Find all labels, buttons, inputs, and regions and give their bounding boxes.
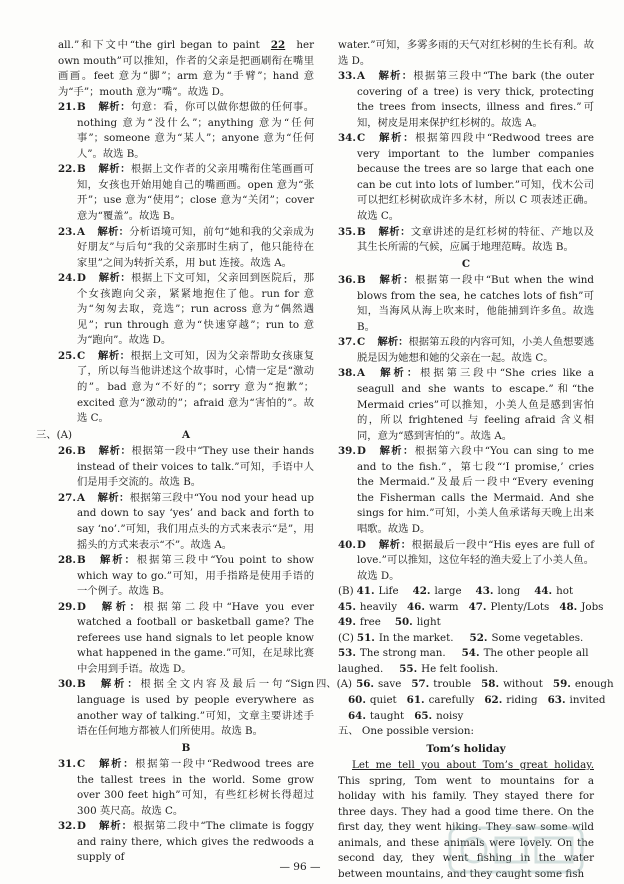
question-number: 62. — [484, 693, 503, 706]
answer-letter: B — [77, 101, 86, 114]
question-number: 40. — [338, 538, 356, 551]
answers-c — [338, 631, 594, 678]
answer-word: hot — [556, 585, 574, 598]
answer-letter: A — [357, 70, 365, 83]
answer-explanation: 根据最后一段中“His eyes are full of love.”可以推知，这位年轻的渔夫爱上了小美人鱼。故选 D。 — [357, 538, 595, 582]
right-column — [316, 38, 614, 883]
answer-row — [338, 709, 594, 725]
answer-letter: D — [77, 600, 86, 613]
answer-entry: (B) 41. Life — [338, 585, 399, 598]
answer-letter: D — [357, 538, 366, 551]
answer-row: 四、(A) 56. save 57. trouble 58. without 59. enough — [316, 678, 614, 691]
answer-item — [58, 491, 314, 553]
section-3-label: 三、(A) — [36, 428, 73, 441]
question-number: 52. — [469, 631, 488, 644]
answer-word: Some vegetables. — [491, 631, 584, 644]
question-number: 21. — [58, 101, 76, 114]
answer-letter: D — [357, 445, 366, 458]
answer-entry — [338, 601, 397, 613]
analysis-label: 解析： — [98, 101, 131, 114]
answer-word: free — [359, 616, 381, 629]
answer-word: riding — [506, 693, 538, 706]
answer-item — [58, 349, 314, 427]
section-c-header: C — [461, 257, 471, 270]
answer-letter: B — [77, 554, 86, 567]
analysis-label: 解析： — [98, 600, 144, 613]
question-number: 32. — [58, 820, 76, 833]
answer-explanation: 根据全文内容及最后一句“Sign language is used by people everywhere as another way of talking.”可知，文章主要讲述手语在任何地方都被人们所使用。故选 B。 — [77, 678, 314, 738]
question-number: 24. — [58, 272, 76, 285]
answer-entry — [407, 694, 475, 706]
question-number: 26. — [58, 445, 76, 458]
answer-letter: C — [357, 132, 366, 145]
answer-item — [58, 553, 314, 600]
answer-entry — [484, 694, 537, 706]
answer-entry — [407, 601, 459, 613]
answer-letter: B — [77, 445, 86, 458]
answer-explanation: 根据第四段中“Redwood trees are very important to the lumber companies because the trees are so large that each one can be cut into lots of lumber.”可知，伐木公司可以把红杉树砍成许多木材，所以 C 项表述正确。故选 C。 — [357, 132, 594, 223]
answer-item — [58, 162, 314, 224]
question-number: 22. — [58, 163, 76, 176]
answer-letter: B — [77, 163, 86, 176]
question-number: 25. — [58, 349, 76, 362]
answer-letter: A — [77, 225, 85, 238]
question-number: 35. — [338, 225, 356, 238]
answer-entry — [411, 678, 471, 690]
answer-entry — [469, 601, 550, 613]
analysis-label: 解析： — [98, 272, 132, 285]
answer-entry — [470, 632, 584, 644]
question-number: 48. — [559, 600, 578, 613]
analysis-label: 解析： — [98, 554, 137, 567]
answer-item — [58, 819, 314, 866]
question-number: 56. — [356, 678, 374, 691]
answer-word: He felt foolish. — [421, 662, 499, 675]
question-number: 65. — [414, 709, 433, 722]
answer-word: taught — [369, 709, 405, 722]
continued-answer-20: all.”和下文中“the girl began to paint 22 her own mouth”可以推知，作者的父亲是把画刷衔在嘴里画画。feet 意为“脚”；arm 意为“手臂”；hand 意为“手”；mouth 意为“嘴”。故选 D。 — [58, 39, 314, 98]
question-number: 63. — [547, 693, 566, 706]
answer-row — [338, 600, 604, 616]
answer-explanation: 句意：看，你可以做你想做的任何事。nothing 意为“没什么”；anything 意为“任何事”；someone 意为“某人”；anyone 意为“任何人”。故选 B。 — [77, 101, 315, 160]
answer-word: trouble — [433, 678, 472, 691]
answer-letter: D — [77, 272, 86, 285]
answer-word: carefully — [428, 693, 475, 706]
answer-letter: B — [357, 225, 366, 238]
question-number: 31. — [58, 758, 76, 771]
answer-word: Plenty/Lots — [490, 600, 550, 613]
analysis-label: 解析： — [377, 70, 414, 83]
blank-number: 22 — [270, 39, 286, 51]
answer-word: light — [416, 616, 441, 629]
answer-explanation: 根据第三段中“You point to show which way to go.”可知，用手指路是使用手语的一个例子。故选 B。 — [77, 554, 314, 598]
essay-paragraph: Let me tell you about Tom’s great holiday. This spring, Tom went to mountains for a holiday with his family. They stayed there for three days. They had a good time there. On the first day, they went hiking. They saw some wild animals, and these animals were lovely. On the second day, they went fishing in the water between mountains, and they caught some fish — [338, 759, 594, 880]
question-number: 53. — [338, 647, 356, 660]
analysis-label: 解析： — [97, 491, 130, 504]
analysis-label: 解析： — [377, 336, 409, 349]
answers-31-32 — [58, 757, 314, 866]
answer-word: The other people all — [483, 647, 589, 660]
answer-explanation: 根据第一段中“Redwood trees are the tallest trees in the world. Some grow over 300 feet high”可知，有些红杉树长得超过 300 英尺高。故选 C。 — [77, 758, 314, 817]
analysis-label: 解析： — [98, 678, 141, 691]
analysis-label: 解析： — [378, 274, 415, 287]
section-5-header: 五、 One possible version: — [338, 725, 474, 738]
question-number: 57. — [411, 678, 430, 691]
answer-word: enough — [574, 678, 614, 691]
left-column — [36, 38, 315, 866]
answer-word: large — [434, 585, 462, 598]
answer-entry: (C) 51. In the market. — [338, 631, 454, 644]
answer-explanation: 根据第二段中“Have you ever watched a football or basketball game? The referees use hand signals to let people know what happened in the game.”可知，在足球比赛中会用到手语。故选 D。 — [77, 600, 315, 675]
question-number: 64. — [348, 709, 366, 722]
answer-letter: C — [357, 336, 366, 349]
question-number: 27. — [58, 491, 76, 504]
question-number: 29. — [58, 600, 76, 613]
answer-item — [58, 600, 314, 678]
answer-letter: B — [77, 678, 86, 691]
question-number: 59. — [552, 678, 571, 691]
page-number: — 96 — — [279, 861, 321, 873]
question-number: 60. — [348, 693, 366, 706]
answer-explanation: 根据第六段中“You can sing to me and to the fish.”，第七段“‘I promise,’ cries the Mermaid.”及最后一段中“Every evening the Fisherman calls the Mermaid. And she sings for him.”可知，小美人鱼承诺每天晚上出来唱歌。故选 D。 — [357, 445, 594, 535]
question-number: 61. — [406, 693, 425, 706]
answer-entry — [476, 585, 521, 597]
question-number: 44. — [534, 585, 553, 598]
analysis-label: 解析： — [378, 225, 411, 238]
answer-row — [338, 646, 594, 662]
question-number: 43. — [475, 585, 494, 598]
question-number: 23. — [58, 225, 76, 238]
analysis-label: 解析： — [378, 445, 415, 458]
answer-item — [338, 69, 594, 131]
section-b-header: B — [181, 741, 191, 754]
question-number: 30. — [58, 678, 76, 691]
answer-explanation: 根据上下文可知，父亲回到医院后，那个女孩跑向父亲，紧紧地抱住了他。run for 意为“匆匆去取，竞选”；run across 意为“偶然遇见”；run through 意为“快速穿越”；run to 意为“跑向”。故选 D。 — [77, 272, 315, 347]
essay-topic-sentence: Let me tell you about Tom’s great holiday. — [352, 759, 594, 772]
analysis-label: 解析： — [98, 820, 133, 833]
question-number: 51. — [356, 631, 375, 644]
analysis-label: 解析： — [377, 367, 421, 380]
watermark-logo — [446, 824, 586, 876]
answer-item — [338, 366, 594, 444]
answer-explanation: 根据第一段中“They use their hands instead of their voices to talk.”可知，手语中人们是用手交流的。故选 B。 — [77, 445, 315, 489]
answer-row: laughed. 55. He felt foolish. — [338, 662, 499, 675]
answer-word: long — [497, 585, 521, 598]
answer-entry — [395, 616, 441, 628]
answer-word: Jobs — [581, 600, 604, 613]
question-number: 50. — [394, 616, 413, 629]
answer-word: warm — [428, 600, 459, 613]
analysis-label: 解析： — [97, 758, 136, 771]
answer-word: Life — [378, 585, 399, 598]
answer-explanation: 文章讲述的是红杉树的特征、产地以及其生长所需的气候，应属于地理范畴。故选 B。 — [357, 225, 595, 254]
answer-entry — [553, 678, 614, 690]
question-number: 45. — [338, 600, 356, 613]
answer-entry — [356, 678, 401, 690]
answer-word: quiet — [369, 693, 397, 706]
fill-in-b — [338, 584, 604, 631]
answer-entry — [348, 694, 397, 706]
answer-entry — [414, 710, 463, 722]
answer-item — [58, 225, 314, 272]
answer-letter: C — [77, 349, 86, 362]
answer-word: heavily — [359, 600, 398, 613]
answer-explanation: 根据第一段中“But when the wind blows from the sea, he catches lots of fish”可知，当海风从海上吹来时，他能捕到许多鱼。故选 B。 — [357, 274, 594, 333]
continued-answer-32: water.”可知，多雾多雨的天气对红杉树的生长有利。故选 D。 — [338, 39, 594, 67]
answer-word: invited — [569, 693, 606, 706]
answer-item — [58, 444, 314, 491]
analysis-label: 解析： — [97, 225, 130, 238]
answer-item — [338, 131, 594, 224]
answer-explanation: 分析语境可知，前句“她和我的父亲成为好朋友”与后句“我的父亲那时生病了，他只能待在家里”之间为转折关系，用 but 连接。故选 A。 — [77, 225, 315, 269]
answers-21-25 — [58, 100, 314, 426]
answer-entry — [338, 616, 381, 628]
answer-entry — [481, 678, 543, 690]
answer-explanation: 根据第五段的内容可知，小美人鱼想要逃脱是因为她想和她的父亲在一起。故选 C。 — [357, 336, 595, 364]
question-number: 42. — [412, 585, 431, 598]
answer-letter: B — [357, 274, 366, 287]
section-4 — [316, 677, 614, 724]
answer-item — [338, 335, 594, 366]
answers-33-35 — [338, 69, 594, 256]
answer-explanation: 根据上文作者的父亲用嘴衔住笔画画可知，女孩也开始用她自己的嘴画画。open 意为“张开”；use 意为“使用”；close 意为“关闭”；cover 意为“覆盖”。故选 B。 — [77, 163, 315, 223]
answer-entry — [548, 694, 606, 706]
answer-explanation: 根据第三段中“She cries like a seagull and she wants to escape.”和“the Mermaid cries”可以推知，小美人鱼是感到害怕的，所以 frightened 与 feeling afraid 含义相同，意为“感到害怕的”。故选 A。 — [357, 367, 595, 442]
section-3-header: 三、(A) A — [58, 428, 314, 444]
answer-word: In the market. — [378, 631, 454, 644]
question-number: 28. — [58, 554, 76, 567]
answer-item — [58, 100, 314, 162]
answer-row — [338, 615, 594, 631]
answers-26-30 — [58, 444, 314, 739]
answer-explanation: 根据第三段中“The bark (the outer covering of a tree) is very thick, protecting the trees from insects, illness and fires.”可知，树皮是用来保护红杉树的。故选 A。 — [357, 70, 594, 129]
answer-item — [338, 273, 594, 335]
answer-explanation: 根据第二段中“The climate is foggy and rainy there, which gives the redwoods a supply of — [77, 820, 314, 864]
answers-36-40 — [338, 273, 594, 584]
answer-item — [338, 444, 594, 537]
question-number: 54. — [461, 647, 480, 660]
question-number: 47. — [468, 600, 487, 613]
analysis-label: 解析： — [97, 349, 131, 362]
question-number: 33. — [338, 70, 356, 83]
analysis-label: 解析： — [98, 163, 131, 176]
answer-letter: D — [77, 820, 86, 833]
analysis-label: 解析： — [98, 445, 132, 458]
answer-item — [58, 757, 314, 819]
question-number: 41. — [356, 585, 375, 598]
question-number: 38. — [338, 367, 356, 380]
answer-explanation: 根据上文可知，因为父亲帮助女孩康复了，所以每当他讲述这个故事时，心情一定是“激动的”。bad 意为“不好的”；sorry 意为“抱歉”；excited 意为“激动的”；afraid 意为“害怕的”。故选 C。 — [77, 349, 315, 425]
question-number: 49. — [338, 616, 356, 629]
answer-entry — [338, 647, 446, 659]
question-number: 58. — [481, 678, 500, 691]
answer-entry — [462, 647, 589, 659]
question-number: 37. — [338, 336, 356, 349]
answer-word: save — [378, 678, 402, 691]
answer-item — [338, 225, 594, 256]
answer-letter: A — [357, 367, 365, 380]
answer-letter: C — [77, 758, 86, 771]
essay-title: Tom’s holiday — [426, 742, 506, 755]
answer-entry — [559, 601, 603, 613]
answer-entry — [413, 585, 462, 597]
analysis-label: 解析： — [378, 538, 412, 551]
question-number: 36. — [338, 274, 356, 287]
answer-entry — [534, 585, 573, 597]
answer-item — [58, 677, 314, 739]
question-number: 55. — [399, 662, 418, 675]
answer-word: The strong man. — [359, 647, 446, 660]
answer-explanation: 根据第三段中“You nod your head up and down to say ‘yes’ and back and forth to say ‘no’.”可知，我们用点头的方式来表示“是”，用摇头的方式来表示“不”。故选 A。 — [77, 491, 315, 551]
answer-item — [58, 271, 314, 349]
question-number: 34. — [338, 132, 356, 145]
answer-row — [338, 584, 594, 600]
answer-row — [338, 631, 594, 647]
answer-item — [338, 538, 594, 585]
answer-row — [338, 693, 606, 709]
answer-word: without — [503, 678, 543, 691]
answer-word: noisy — [436, 709, 464, 722]
answer-entry — [348, 710, 404, 722]
answer-letter: A — [77, 491, 85, 504]
question-number: 39. — [338, 445, 356, 458]
analysis-label: 解析： — [377, 132, 416, 145]
question-number: 46. — [407, 600, 425, 613]
